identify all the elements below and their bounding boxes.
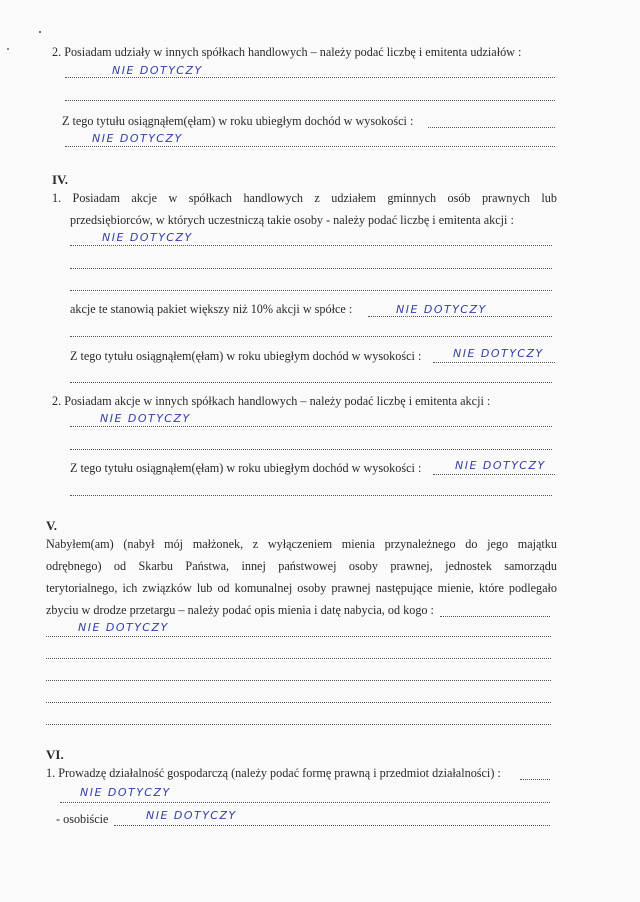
section-v-line2: odrębnego) od Skarbu Państwa, innej państwowej osoby prawnej, jednostek samorządu — [46, 559, 557, 573]
handwritten-answer: NIE DOTYCZY — [80, 786, 171, 799]
answer-line — [428, 127, 555, 128]
answer-line — [46, 658, 551, 659]
answer-line — [70, 382, 552, 383]
section-iv-item1-line1: 1. Posiadam akcje w spółkach handlowych z udziałem gminnych osób prawnych lub — [52, 191, 557, 205]
answer-line — [70, 268, 552, 269]
answer-line — [65, 100, 555, 101]
answer-line — [70, 426, 552, 427]
section-iv-title: IV. — [52, 172, 69, 187]
section-vi-title: VI. — [46, 747, 64, 762]
answer-line — [46, 680, 551, 681]
section-iii-income: Z tego tytułu osiągnąłem(ęłam) w roku ubiegłym dochód w wysokości : — [62, 114, 414, 128]
section-v-line4: zbyciu w drodze przetargu – należy podać opis mienia i datę nabycia, od kogo : — [46, 603, 434, 617]
answer-line — [70, 245, 552, 246]
section-v-line1: Nabyłem(am) (nabył mój małżonek, z wyłączeniem mienia przynależnego do jego majątku — [46, 537, 557, 551]
section-vi-item1: 1. Prowadzę działalność gospodarczą (należy podać formę prawną i przedmiot działalności) : — [46, 766, 501, 780]
answer-line — [433, 474, 555, 475]
handwritten-answer: NIE DOTYCZY — [92, 132, 183, 145]
answer-line — [65, 146, 555, 147]
handwritten-answer: NIE DOTYCZY — [453, 347, 544, 360]
section-iv-pakiet: akcje te stanowią pakiet większy niż 10% akcji w spółce : — [70, 302, 353, 316]
handwritten-answer: NIE DOTYCZY — [455, 459, 546, 472]
answer-line — [368, 316, 552, 317]
section-iv-income2: Z tego tytułu osiągnąłem(ęłam) w roku ubiegłym dochód w wysokości : — [70, 461, 422, 475]
answer-line — [70, 290, 552, 291]
answer-line — [60, 802, 550, 803]
answer-line — [46, 636, 551, 637]
section-iv-item1-line2: przedsiębiorców, w których uczestniczą takie osoby - należy podać liczbę i emitenta akcji : — [70, 213, 514, 227]
answer-line — [46, 702, 551, 703]
section-v-line3: terytorialnego, ich związków lub od komunalnej osoby prawnej następujące mienie, które podlegało — [46, 581, 557, 595]
answer-line — [433, 362, 555, 363]
section-iii-item2: 2. Posiadam udziały w innych spółkach handlowych – należy podać liczbę i emitenta udziałów : — [52, 45, 522, 59]
answer-line — [65, 77, 555, 78]
scan-speck — [7, 48, 9, 50]
section-v-title: V. — [46, 518, 57, 533]
section-iv-income: Z tego tytułu osiągnąłem(ęłam) w roku ubiegłym dochód w wysokości : — [70, 349, 422, 363]
answer-line — [70, 449, 552, 450]
handwritten-answer: NIE DOTYCZY — [102, 231, 193, 244]
section-vi-osobiscie: - osobiście — [56, 812, 109, 826]
answer-line — [520, 779, 550, 780]
answer-line — [70, 495, 552, 496]
handwritten-answer: NIE DOTYCZY — [146, 809, 237, 822]
answer-line — [70, 336, 552, 337]
section-iv-item2: 2. Posiadam akcje w innych spółkach handlowych – należy podać liczbę i emitenta akcji : — [52, 394, 491, 408]
answer-line — [440, 616, 550, 617]
answer-line — [114, 825, 550, 826]
answer-line — [46, 724, 551, 725]
handwritten-answer: NIE DOTYCZY — [78, 621, 169, 634]
handwritten-answer: NIE DOTYCZY — [100, 412, 191, 425]
handwritten-answer: NIE DOTYCZY — [396, 303, 487, 316]
handwritten-answer: NIE DOTYCZY — [112, 64, 203, 77]
scan-speck — [39, 31, 41, 33]
